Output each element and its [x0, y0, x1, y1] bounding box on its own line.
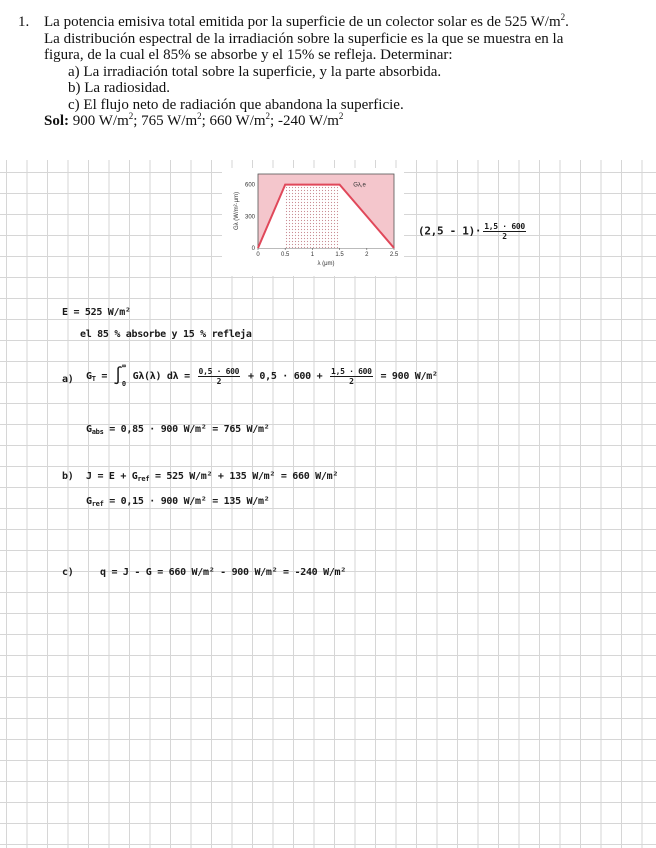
series-label: Gλ,e	[353, 182, 366, 189]
statement-line-1: La potencia emisiva total emitida por la superficie de un colector solar es de 525 $W/m^2$.	[44, 12, 569, 30]
problem-number: 1.	[18, 14, 30, 30]
given-emissive-power: E = 525 W/m²	[62, 307, 131, 318]
part-a-equation: $G_T$ = ∫ ∞ 0 Gλ(λ) dλ = $\frac{0,5 \cdot 600}{2}$ + 0,5 · 600 + $\frac{1,5 \cdot 600}{2}$ = 900 W/m²	[86, 362, 438, 388]
part-a-absorbed: $G_{abs} = 0,85 \cdot 900$ W/m² = 765 W/m²	[86, 424, 270, 436]
absorb-reflect-note: el 85 % absorbe y 15 % refleja	[80, 329, 252, 340]
part-c-net-flux: q = J - G = 660 W/m² - 900 W/m² = -240 W/m²	[100, 567, 346, 578]
y-tick-label: 0	[251, 246, 255, 252]
dotted-region	[285, 185, 339, 248]
x-tick-label: 1.5	[335, 252, 344, 258]
side-note-fraction: $\frac{1,5 \cdot 600}{2}$	[484, 222, 525, 241]
x-tick-label: 2.5	[389, 252, 399, 258]
irradiation-chart	[222, 168, 404, 276]
item-a: a) La irradiación total sobre la superficie, y la parte absorbida.	[68, 63, 442, 80]
part-b-label: b)	[62, 471, 74, 482]
y-axis-label: Gλ (W/m²·μm)	[234, 191, 240, 231]
problem-statement	[0, 0, 656, 160]
x-tick-label: 0.5	[281, 252, 290, 258]
x-tick-label: 2	[365, 252, 369, 258]
item-b: b) La radiosidad.	[68, 80, 171, 96]
part-c-label: c)	[62, 567, 74, 578]
y-ticks	[245, 183, 256, 252]
part-b-radiosity: $J = E + G_{ref} = 525$ W/m² + 135 W/m² = 660 W/m²	[86, 471, 339, 483]
side-note: (2,5 - 1)· $\frac{1,5 \cdot 600}{2}$	[418, 222, 525, 241]
solution-line: Sol: 900 $W/m^2$; 765 $W/m^2$; 660 $W/m^2$; -240 $W/m^2$	[44, 111, 344, 129]
part-b-reflected: $G_{ref} = 0,15 \cdot 900$ W/m² = 135 W/m²	[86, 496, 270, 508]
x-tick-label: 1	[310, 252, 315, 258]
statement-line-2: La distribución espectral de la irradiación sobre la superficie es la que se muestra en la	[44, 30, 564, 47]
y-tick-label: 300	[244, 214, 255, 221]
chart-svg	[222, 168, 404, 276]
x-ticks	[256, 248, 399, 258]
item-c: c) El flujo neto de radiación que abandona la superficie.	[68, 96, 404, 113]
y-tick-label: 600	[244, 182, 255, 189]
statement-line-3: figura, de la cual el 85% se absorbe y el 15% se refleja. Determinar:	[44, 47, 453, 63]
x-axis-label: λ (μm)	[317, 261, 335, 267]
x-tick-label: 0	[256, 252, 260, 258]
part-a-label: a)	[62, 374, 74, 385]
